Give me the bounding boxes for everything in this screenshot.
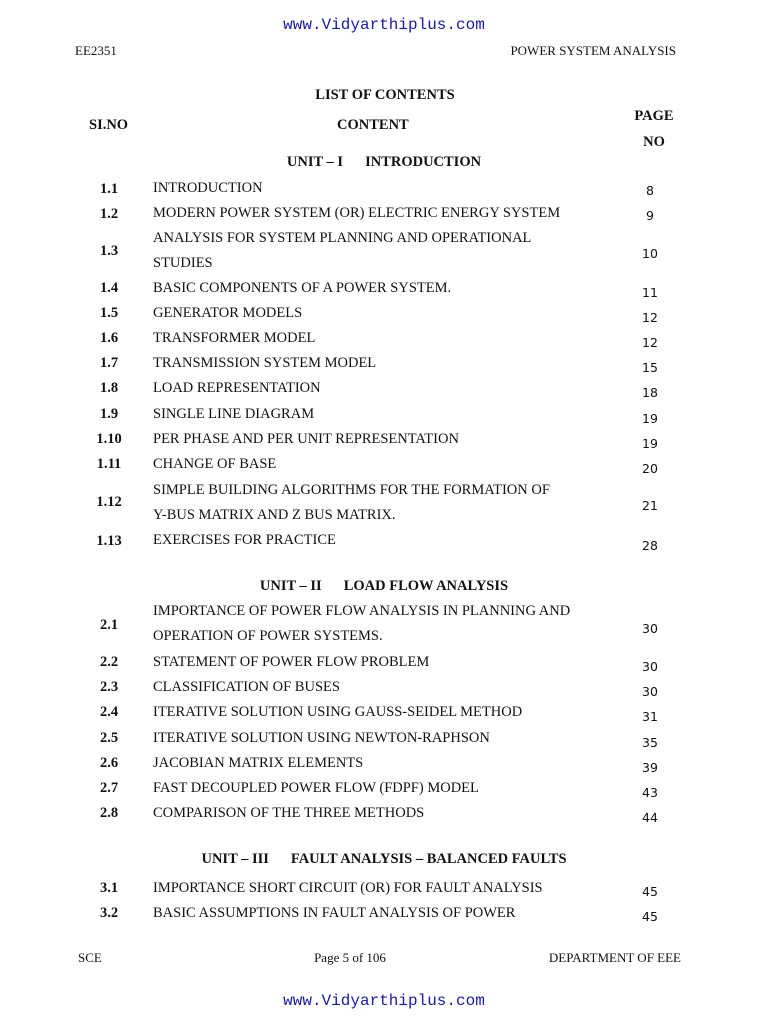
toc-row-text	[153, 452, 613, 477]
toc-row-line: JACOBIAN MATRIX ELEMENTS	[153, 755, 364, 771]
toc-row-line: SINGLE LINE DIAGRAM	[153, 406, 315, 422]
toc-row-number: 1.1	[99, 181, 119, 197]
toc-row-line: LOAD REPRESENTATION	[153, 380, 321, 396]
toc-row-number: 1.12	[96, 494, 122, 510]
unit-number: UNIT – I	[286, 154, 344, 170]
toc-row-text	[153, 650, 613, 675]
toc-row-page: 35	[642, 735, 658, 750]
toc-row-text	[153, 226, 613, 276]
toc-row-page: 31	[642, 709, 658, 724]
toc-row-number: 1.3	[99, 243, 119, 259]
toc-row-number: 3.2	[99, 905, 119, 921]
toc-row-page: 30	[642, 621, 658, 636]
toc-row-text	[153, 301, 613, 326]
toc-row-page: 19	[642, 436, 658, 451]
toc-row-line: FAST DECOUPLED POWER FLOW (FDPF) MODEL	[153, 780, 479, 796]
toc-row-line: GENERATOR MODELS	[153, 305, 303, 321]
toc-row-number: 1.5	[99, 305, 119, 321]
column-header-content: CONTENT	[337, 117, 409, 133]
toc-row-page: 28	[642, 538, 658, 553]
toc-row-line: PER PHASE AND PER UNIT REPRESENTATION	[153, 431, 459, 447]
toc-row-line: BASIC ASSUMPTIONS IN FAULT ANALYSIS OF POWER	[153, 905, 516, 921]
toc-row-text	[153, 726, 613, 751]
footer-page-number: Page 5 of 106	[314, 950, 386, 965]
toc-row-line: ITERATIVE SOLUTION USING NEWTON-RAPHSON	[153, 730, 490, 746]
unit-title: FAULT ANALYSIS – BALANCED FAULTS	[290, 851, 567, 867]
toc-row-text	[153, 801, 613, 826]
toc-row-number: 1.9	[99, 406, 119, 422]
column-header-page	[633, 103, 675, 155]
toc-row-page: 39	[642, 760, 658, 775]
list-title	[0, 87, 768, 104]
unit-heading	[0, 154, 768, 171]
toc-row-number: 1.11	[96, 456, 122, 472]
toc-row-page: 44	[642, 810, 658, 825]
header-subject: POWER SYSTEM ANALYSIS	[510, 43, 676, 58]
toc-row-number: 2.7	[99, 780, 119, 796]
toc-row-number: 2.6	[99, 755, 119, 771]
unit-heading	[0, 851, 768, 868]
unit-title: INTRODUCTION	[365, 154, 482, 170]
toc-row-line: ANALYSIS FOR SYSTEM PLANNING AND OPERATIONAL	[153, 230, 532, 246]
unit-heading	[0, 578, 768, 595]
toc-row-number: 1.4	[99, 280, 119, 296]
toc-row-text	[153, 326, 613, 351]
toc-row-line: IMPORTANCE SHORT CIRCUIT (OR) FOR FAULT ANALYSIS	[153, 880, 543, 896]
toc-row-line: CLASSIFICATION OF BUSES	[153, 679, 340, 695]
toc-row-line: CHANGE OF BASE	[153, 456, 277, 472]
toc-row-page: 11	[642, 285, 658, 300]
toc-row-text	[153, 700, 613, 725]
toc-row-page: 8	[646, 183, 654, 198]
toc-row-text	[153, 427, 613, 452]
toc-row-page: 19	[642, 411, 658, 426]
toc-row-line: OPERATION OF POWER SYSTEMS.	[153, 628, 383, 644]
toc-row-page: 43	[642, 785, 658, 800]
toc-row-line: BASIC COMPONENTS OF A POWER SYSTEM.	[153, 280, 452, 296]
unit-title: LOAD FLOW ANALYSIS	[343, 578, 509, 594]
toc-row-line: MODERN POWER SYSTEM (OR) ELECTRIC ENERGY SYSTEM	[153, 205, 561, 221]
toc-row-page: 30	[642, 684, 658, 699]
toc-row-page: 12	[642, 335, 658, 350]
toc-row-text	[153, 675, 613, 700]
toc-row-page: 20	[642, 461, 658, 476]
toc-row-line: TRANSMISSION SYSTEM MODEL	[153, 355, 377, 371]
watermark-top: www.Vidyarthiplus.com	[283, 16, 485, 34]
toc-row-number: 2.4	[99, 704, 119, 720]
footer-department: DEPARTMENT OF EEE	[548, 950, 681, 965]
toc-row-page: 9	[646, 208, 654, 223]
column-header-page-line1: PAGE	[634, 108, 674, 124]
toc-row-number: 1.6	[99, 330, 119, 346]
toc-row-line: ITERATIVE SOLUTION USING GAUSS-SEIDEL METHOD	[153, 704, 523, 720]
toc-row-line: INTRODUCTION	[153, 180, 263, 196]
toc-row-number: 1.7	[99, 355, 119, 371]
unit-number: UNIT – III	[201, 851, 269, 867]
toc-row-number: 3.1	[99, 880, 119, 896]
toc-row-page: 45	[642, 909, 658, 924]
toc-row-page: 30	[642, 659, 658, 674]
toc-row-text	[153, 901, 613, 926]
footer-institution: SCE	[78, 950, 102, 965]
toc-row-text	[153, 478, 613, 528]
toc-row-number: 1.10	[96, 431, 122, 447]
toc-row-line: SIMPLE BUILDING ALGORITHMS FOR THE FORMATION OF	[153, 482, 550, 498]
toc-row-line: STUDIES	[153, 255, 213, 271]
header-course-code: EE2351	[75, 43, 117, 58]
toc-row-number: 2.2	[99, 654, 119, 670]
list-title-text: LIST OF CONTENTS	[315, 87, 455, 103]
toc-row-page: 10	[642, 246, 658, 261]
toc-row-line: COMPARISON OF THE THREE METHODS	[153, 805, 425, 821]
toc-row-text	[153, 751, 613, 776]
toc-row-number: 2.3	[99, 679, 119, 695]
toc-row-text	[153, 528, 613, 553]
watermark-bottom: www.Vidyarthiplus.com	[283, 992, 485, 1010]
toc-row-line: Y-BUS MATRIX AND Z BUS MATRIX.	[153, 507, 396, 523]
toc-row-line: TRANSFORMER MODEL	[153, 330, 316, 346]
column-header-page-line2: NO	[643, 134, 665, 150]
toc-row-text	[153, 276, 613, 301]
toc-row-page: 15	[642, 360, 658, 375]
toc-row-line: STATEMENT OF POWER FLOW PROBLEM	[153, 654, 430, 670]
toc-row-text	[153, 776, 613, 801]
toc-row-page: 21	[642, 498, 658, 513]
toc-row-number: 1.2	[99, 206, 119, 222]
toc-row-line: IMPORTANCE OF POWER FLOW ANALYSIS IN PLANNING AND	[153, 603, 571, 619]
toc-row-number: 2.1	[99, 617, 119, 633]
toc-row-text	[153, 351, 613, 376]
unit-number: UNIT – II	[259, 578, 322, 594]
toc-row-text	[153, 201, 613, 226]
toc-row-page: 12	[642, 310, 658, 325]
toc-row-number: 1.8	[99, 380, 119, 396]
column-header-slno: SI.NO	[89, 117, 129, 133]
toc-row-number: 2.5	[99, 730, 119, 746]
toc-row-line: EXERCISES FOR PRACTICE	[153, 532, 336, 548]
toc-row-page: 18	[642, 385, 658, 400]
toc-row-number: 2.8	[99, 805, 119, 821]
toc-row-text	[153, 599, 613, 649]
toc-row-text	[153, 176, 613, 201]
toc-row-text	[153, 402, 613, 427]
toc-row-text	[153, 876, 613, 901]
toc-row-number: 1.13	[96, 533, 122, 549]
toc-row-page: 45	[642, 884, 658, 899]
toc-row-text	[153, 376, 613, 401]
